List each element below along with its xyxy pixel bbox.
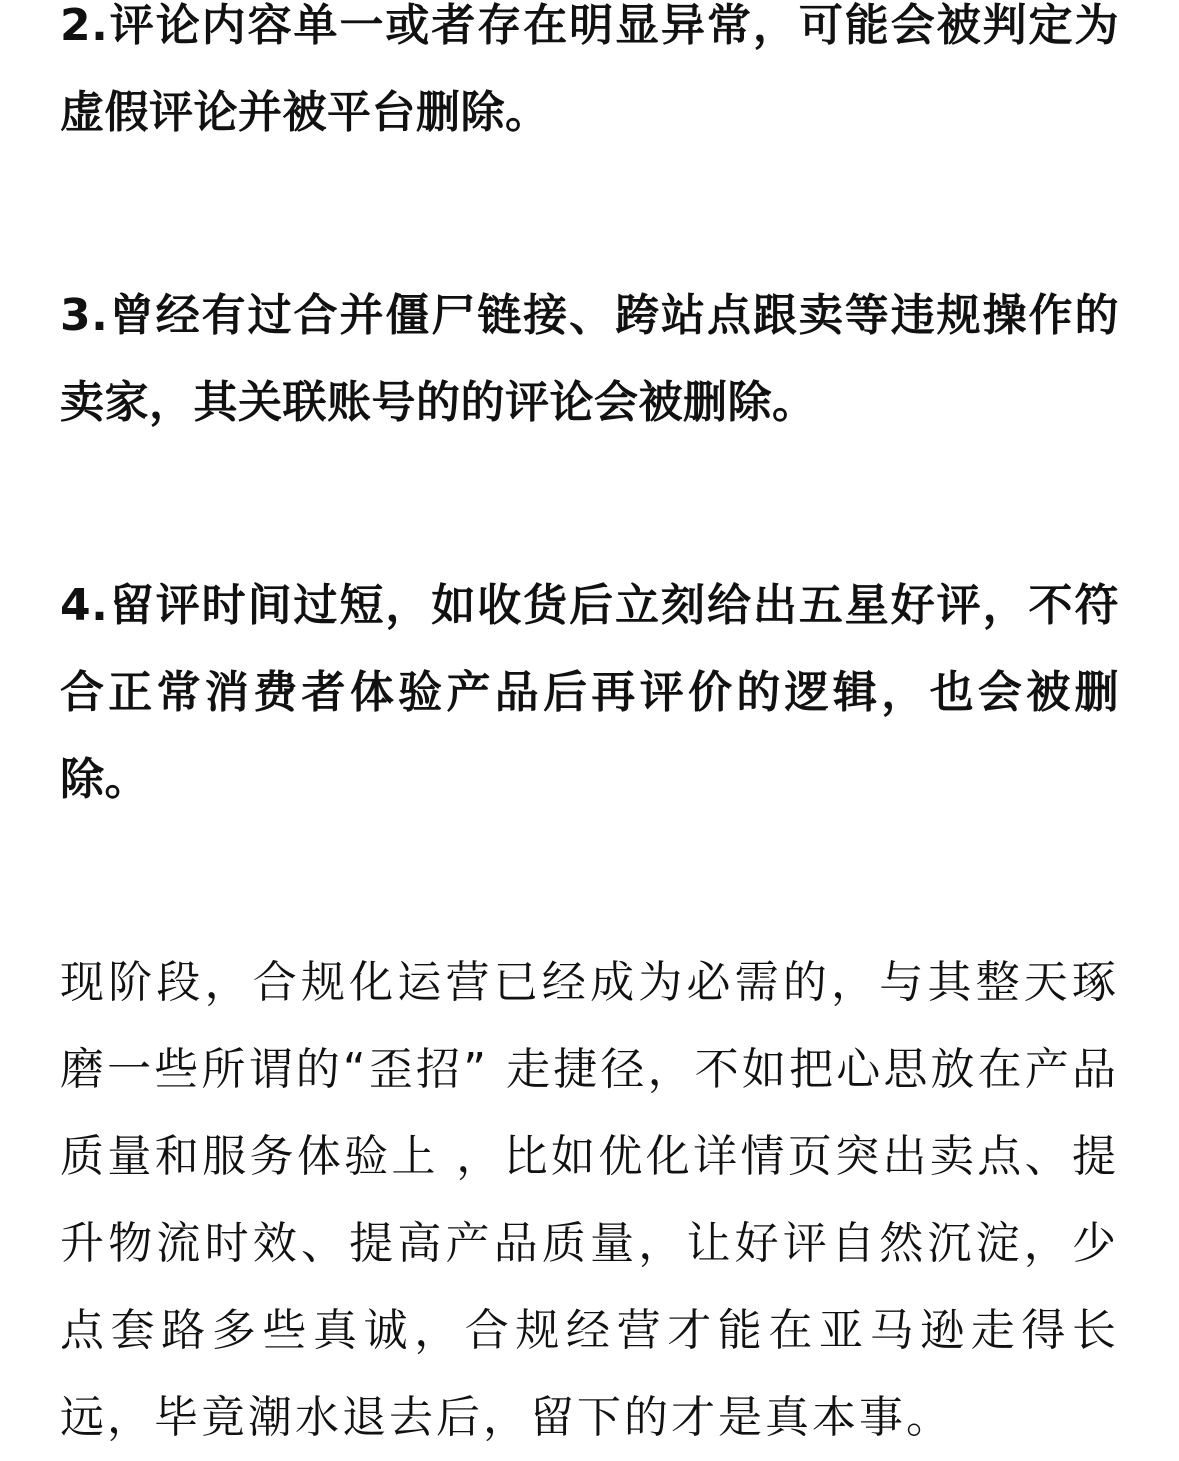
- conclusion-paragraph: 现阶段，合规化运营已经成为必需的，与其整天琢磨一些所谓的“歪招” 走捷径，不如把心思放在产品质量和服务体验上 ，比如优化详情页突出卖点、提升物流时效、提高产品质量，让好评自然沉淀，少点套路多些真诚，合规经营才能在亚马逊走得长远，毕竟潮水退去后，留下的才是真本事。: [60, 957, 1119, 1443]
- rule-item-3: 3.曾经有过合并僵尸链接、跨站点跟卖等违规操作的卖家，其关联账号的的评论会被删除。: [60, 290, 1119, 428]
- rule-item-4: 4.留评时间过短，如收货后立刻给出五星好评，不符合正常消费者体验产品后再评价的逻辑，也会被删除。: [60, 580, 1119, 805]
- article-body: [60, 0, 1119, 1461]
- rule-item-2: 2.评论内容单一或者存在明显异常，可能会被判定为虚假评论并被平台删除。: [60, 0, 1119, 138]
